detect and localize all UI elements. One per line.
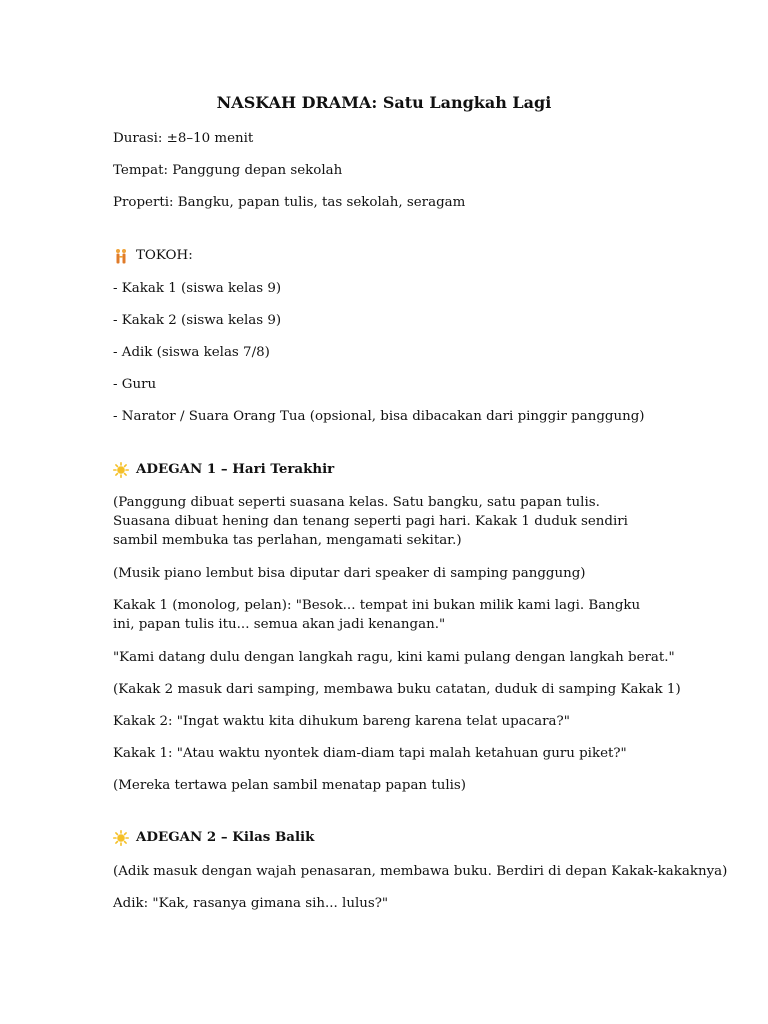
tokoh-item: - Kakak 1 (siswa kelas 9) xyxy=(113,281,282,296)
script-paragraph: (Musik piano lembut bisa diputar dari speaker di samping panggung) xyxy=(113,566,586,581)
tokoh-item: - Adik (siswa kelas 7/8) xyxy=(113,345,270,360)
script-paragraph: Kakak 1: "Atau waktu nyontek diam-diam tapi malah ketahuan guru piket?" xyxy=(113,746,627,761)
tokoh-item: - Narator / Suara Orang Tua (opsional, bisa dibacakan dari pinggir panggung) xyxy=(113,409,645,424)
tokoh-heading xyxy=(113,246,658,265)
meta-props: Properti: Bangku, papan tulis, tas sekolah, seragam xyxy=(113,195,466,210)
tokoh-heading-label: TOKOH: xyxy=(136,248,193,263)
script-paragraph: Kakak 1 (monolog, pelan): "Besok... tempat ini bukan milik kami lagi. Bangku ini, papan tulis itu... semua akan jadi kenangan." xyxy=(113,598,641,632)
document-title: NASKAH DRAMA: Satu Langkah Lagi xyxy=(216,93,552,112)
script-paragraph: "Kami datang dulu dengan langkah ragu, kini kami pulang dengan langkah berat." xyxy=(113,650,675,665)
tokoh-item: - Kakak 2 (siswa kelas 9) xyxy=(113,313,282,328)
adegan-1-heading-label: ADEGAN 1 – Hari Terakhir xyxy=(136,461,335,477)
script-paragraph: (Mereka tertawa pelan sambil menatap papan tulis) xyxy=(113,778,466,793)
adegan-1-heading xyxy=(113,460,658,479)
people-holding-hands-icon xyxy=(113,248,129,264)
script-paragraph: (Kakak 2 masuk dari samping, membawa buku catatan, duduk di samping Kakak 1) xyxy=(113,682,681,697)
meta-duration: Durasi: ±8–10 menit xyxy=(113,131,254,146)
script-paragraph: (Panggung dibuat seperti suasana kelas. Satu bangku, satu papan tulis. Suasana dibuat hening dan tenang seperti pagi hari. Kakak 1 duduk sendiri sambil membuka tas perlahan, mengamati sekitar.) xyxy=(113,495,628,548)
script-paragraph: Adik: "Kak, rasanya gimana sih... lulus?" xyxy=(113,896,389,911)
adegan-2-heading xyxy=(113,828,658,847)
script-paragraph: (Adik masuk dengan wajah penasaran, membawa buku. Berdiri di depan Kakak-kakaknya) xyxy=(113,864,728,879)
script-paragraph: Kakak 2: "Ingat waktu kita dihukum bareng karena telat upacara?" xyxy=(113,714,570,729)
tokoh-item: - Guru xyxy=(113,377,157,392)
adegan-2-heading-label: ADEGAN 2 – Kilas Balik xyxy=(136,829,315,845)
meta-location: Tempat: Panggung depan sekolah xyxy=(113,163,343,178)
sun-icon xyxy=(113,462,129,478)
sun-icon xyxy=(113,830,129,846)
